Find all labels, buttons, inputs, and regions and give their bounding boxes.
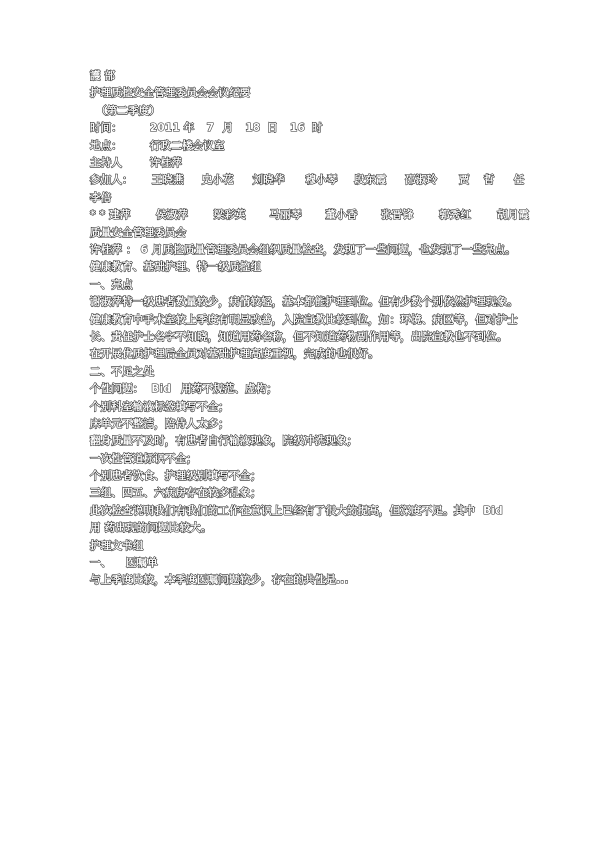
summary-paragraph: [90, 503, 520, 538]
hour-value: 16: [290, 122, 306, 135]
attendee: 胡月霞: [497, 209, 530, 222]
shortcoming-code: Bid: [151, 383, 172, 396]
attendee: 任: [513, 174, 525, 187]
shortcoming-item: 床单元不整洁，陪侍人太多；: [90, 417, 230, 430]
host-row: [90, 155, 520, 172]
highlights-paragraph-2: 健康教育中手术室较上季度有明显改善，入院宣教比较到位，如：环境、病区等，但对护士长、责任护士名字不知晓，知道用药名称，但不知道药物副作用等，出院宣教也不到位。: [90, 313, 518, 343]
attendee: 史小花: [201, 174, 234, 187]
attendees-row-1: [90, 172, 525, 189]
attendee: * * 建萍: [90, 209, 131, 222]
attendees-row-1-continued: 李倍: [90, 191, 112, 204]
month-unit: 月: [222, 122, 234, 135]
summary-text: 此次检查说明我们有我们的工作在意识上已经有了很大的提高，但深度不足。其中: [90, 504, 476, 517]
highlights-paragraph-3: 在开展优质护理后全员对基础护理高度重视，完成的也很好。: [90, 348, 379, 361]
intro-text: 6 月质控质量管理委员会组织质量检查，发现了一些问题，也发现了一些亮点。: [140, 243, 516, 256]
attendees-label: 参加人：: [90, 174, 133, 187]
document-page: [90, 68, 530, 590]
quarter-label: （第二季度）: [96, 104, 161, 117]
section-number: 一、: [90, 557, 112, 570]
document-title: 护理质控安全管理委员会会议纪要: [90, 87, 251, 100]
host-label: 主持人: [90, 156, 123, 169]
place-value: 行政二楼会议室: [149, 139, 225, 152]
attendee: 贾: [459, 174, 470, 187]
orders-paragraph: 与上季度比较，本季度医嘱问题较少，存在的共性是...: [90, 574, 349, 587]
section-heading-shortcomings: 二、不足之处: [90, 365, 155, 378]
meeting-time-row: [90, 120, 520, 137]
group-heading-quality: 健康教育、基础护理、特一级质控组: [90, 261, 262, 274]
committee-name: 质量安全管理委员会: [90, 226, 187, 239]
attendee: 哲: [483, 174, 495, 187]
shortcoming-item: [90, 381, 520, 398]
year-unit: 年: [183, 122, 195, 135]
attendee: 张晋锋: [381, 209, 414, 222]
shortcoming-item: 个别患者饮食、护理级别填写不全；: [90, 470, 262, 483]
attendee: 郭秀红: [439, 209, 472, 222]
shortcoming-label: 个性问题：: [90, 383, 144, 396]
section-name: 医嘱单: [125, 557, 158, 570]
shortcoming-item: 三组、四五、六病房存在较多乱象；: [90, 487, 262, 500]
meeting-place-row: [90, 138, 520, 155]
section-heading-orders: [90, 555, 520, 572]
attendee: 梁彩英: [213, 209, 246, 222]
attendee: 穆小琴: [305, 174, 338, 187]
intro-speaker: 许桂萍 ：: [90, 243, 137, 256]
attendees-row-2: [90, 207, 530, 224]
highlights-paragraph-1: 谢淑萍特一级患者数量较少，病情较轻，基本都能护理到位。但有少数个别依然护理现象。: [90, 296, 518, 309]
attendee: 段东霞: [354, 174, 387, 187]
month-value: 7: [206, 122, 215, 135]
attendee: 刘晓华: [252, 174, 285, 187]
section-heading-highlights: 一、亮点: [90, 278, 133, 291]
day-unit: 日: [267, 122, 278, 135]
attendee: 侯淑萍: [155, 209, 188, 222]
attendee: 马丽琴: [269, 209, 302, 222]
group-heading-documents: 护理文书组: [90, 539, 144, 552]
attendee: 王晓燕: [151, 174, 184, 187]
summary-text-2: 用: [90, 522, 101, 535]
department-heading: 護 部: [90, 70, 116, 82]
place-label: 地点：: [90, 139, 123, 152]
summary-text-3: 药出现的问题比较大。: [104, 522, 212, 535]
shortcoming-text: 用药不规范、虚构；: [180, 383, 278, 396]
hour-unit: 时: [311, 122, 323, 135]
time-label: 时间：: [90, 122, 123, 135]
attendee: 邵淑玲: [405, 174, 438, 187]
year-value: 2011: [149, 122, 180, 135]
host-value: 许桂萍: [149, 156, 182, 169]
shortcoming-item: 一次性管道标识不全；: [90, 452, 197, 465]
shortcoming-item: 翻身质量不及时，有患者自行输液现象，院级冲洗现象；: [90, 435, 358, 448]
summary-code: Bid: [483, 504, 503, 517]
attendee: 董小香: [325, 209, 358, 222]
shortcoming-item: 个别科室输液标签填写不全；: [90, 400, 230, 413]
day-value: 18: [245, 122, 261, 135]
intro-paragraph: [90, 242, 520, 259]
